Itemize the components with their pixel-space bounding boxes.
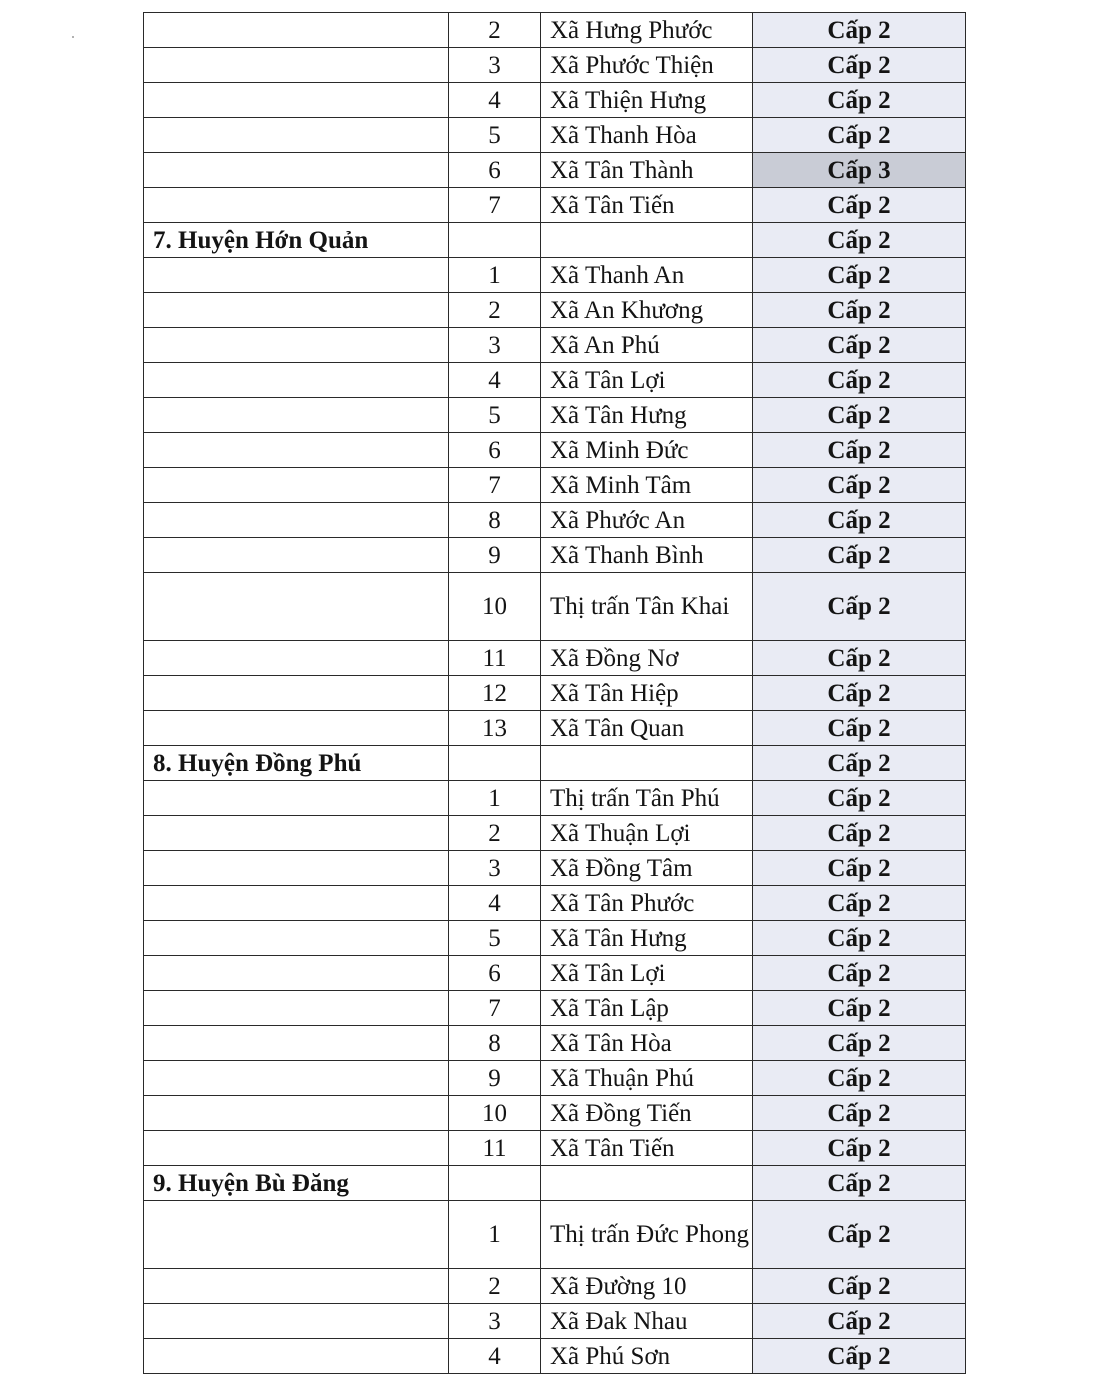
district-cell — [144, 573, 449, 641]
stt-cell — [449, 223, 541, 258]
commune-cell: Xã Minh Đức — [541, 433, 753, 468]
district-row — [144, 223, 966, 258]
commune-cell: Xã Thiện Hưng — [541, 83, 753, 118]
grade-cell: Cấp 2 — [753, 1026, 966, 1061]
grade-cell: Cấp 2 — [753, 1096, 966, 1131]
commune-cell: Xã Đồng Tiến — [541, 1096, 753, 1131]
stt-cell: 2 — [449, 816, 541, 851]
commune-cell: Xã Phước An — [541, 503, 753, 538]
table-row — [144, 956, 966, 991]
table-row — [144, 711, 966, 746]
district-cell — [144, 153, 449, 188]
commune-cell: Xã Minh Tâm — [541, 468, 753, 503]
stt-cell: 11 — [449, 1131, 541, 1166]
commune-cell: Xã Tân Tiến — [541, 1131, 753, 1166]
grade-cell: Cấp 2 — [753, 851, 966, 886]
table-row — [144, 1269, 966, 1304]
stt-cell: 3 — [449, 328, 541, 363]
grade-cell: Cấp 2 — [753, 1304, 966, 1339]
grade-cell: Cấp 2 — [753, 886, 966, 921]
stt-cell: 5 — [449, 118, 541, 153]
grade-cell: Cấp 2 — [753, 398, 966, 433]
table-row — [144, 781, 966, 816]
district-cell — [144, 1131, 449, 1166]
grade-cell: Cấp 2 — [753, 956, 966, 991]
grade-cell: Cấp 2 — [753, 1166, 966, 1201]
grade-cell: Cấp 2 — [753, 711, 966, 746]
table-row — [144, 293, 966, 328]
table-row — [144, 816, 966, 851]
district-cell — [144, 83, 449, 118]
stt-cell: 4 — [449, 363, 541, 398]
district-cell — [144, 921, 449, 956]
scan-speck — [72, 36, 74, 38]
district-cell: 8. Huyện Đồng Phú — [144, 746, 449, 781]
district-cell — [144, 503, 449, 538]
commune-cell: Xã Tân Hưng — [541, 398, 753, 433]
table-row — [144, 13, 966, 48]
table-row — [144, 1304, 966, 1339]
stt-cell — [449, 1166, 541, 1201]
district-cell — [144, 1026, 449, 1061]
table-row — [144, 503, 966, 538]
stt-cell: 1 — [449, 1201, 541, 1269]
district-cell — [144, 676, 449, 711]
stt-cell: 3 — [449, 1304, 541, 1339]
stt-cell: 3 — [449, 851, 541, 886]
commune-cell: Xã Đak Nhau — [541, 1304, 753, 1339]
table-row — [144, 433, 966, 468]
table-row — [144, 1061, 966, 1096]
table-row — [144, 641, 966, 676]
stt-cell: 11 — [449, 641, 541, 676]
stt-cell: 7 — [449, 468, 541, 503]
stt-cell: 8 — [449, 503, 541, 538]
district-cell — [144, 886, 449, 921]
commune-cell: Xã Thanh Bình — [541, 538, 753, 573]
commune-cell: Xã An Khương — [541, 293, 753, 328]
table-row — [144, 676, 966, 711]
grade-cell: Cấp 2 — [753, 781, 966, 816]
table-row — [144, 573, 966, 641]
grade-cell: Cấp 2 — [753, 676, 966, 711]
district-cell — [144, 538, 449, 573]
grade-cell: Cấp 2 — [753, 48, 966, 83]
table-row — [144, 118, 966, 153]
stt-cell — [449, 746, 541, 781]
commune-cell: Xã Tân Tiến — [541, 188, 753, 223]
grade-cell: Cấp 2 — [753, 503, 966, 538]
commune-cell — [541, 1166, 753, 1201]
table-row — [144, 83, 966, 118]
district-cell — [144, 13, 449, 48]
commune-cell: Xã Tân Hiệp — [541, 676, 753, 711]
district-cell — [144, 781, 449, 816]
grade-cell: Cấp 2 — [753, 573, 966, 641]
commune-cell: Xã Tân Quan — [541, 711, 753, 746]
stt-cell: 4 — [449, 886, 541, 921]
table-row — [144, 851, 966, 886]
district-cell — [144, 433, 449, 468]
district-cell — [144, 328, 449, 363]
stt-cell: 5 — [449, 921, 541, 956]
table-row — [144, 1026, 966, 1061]
district-cell — [144, 991, 449, 1026]
table-row — [144, 468, 966, 503]
commune-cell: Xã Tân Hòa — [541, 1026, 753, 1061]
stt-cell: 2 — [449, 1269, 541, 1304]
district-cell: 9. Huyện Bù Đăng — [144, 1166, 449, 1201]
district-cell: 7. Huyện Hớn Quản — [144, 223, 449, 258]
commune-cell: Thị trấn Tân Phú — [541, 781, 753, 816]
stt-cell: 9 — [449, 1061, 541, 1096]
stt-cell: 10 — [449, 573, 541, 641]
district-cell — [144, 258, 449, 293]
stt-cell: 12 — [449, 676, 541, 711]
commune-cell: Xã Tân Lợi — [541, 956, 753, 991]
commune-cell: Xã Thanh Hòa — [541, 118, 753, 153]
grade-cell: Cấp 2 — [753, 1201, 966, 1269]
grade-cell: Cấp 2 — [753, 746, 966, 781]
grade-cell: Cấp 2 — [753, 118, 966, 153]
table-row — [144, 538, 966, 573]
commune-cell: Xã Đường 10 — [541, 1269, 753, 1304]
table-row — [144, 1339, 966, 1374]
district-cell — [144, 1096, 449, 1131]
commune-cell: Thị trấn Tân Khai — [541, 573, 753, 641]
stt-cell: 9 — [449, 538, 541, 573]
commune-cell: Xã Phú Sơn — [541, 1339, 753, 1374]
commune-cell: Thị trấn Đức Phong — [541, 1201, 753, 1269]
commune-cell: Xã Đồng Nơ — [541, 641, 753, 676]
stt-cell: 1 — [449, 781, 541, 816]
grade-cell: Cấp 2 — [753, 433, 966, 468]
table-row — [144, 48, 966, 83]
stt-cell: 13 — [449, 711, 541, 746]
stt-cell: 10 — [449, 1096, 541, 1131]
table-row — [144, 1096, 966, 1131]
stt-cell: 3 — [449, 48, 541, 83]
grade-cell: Cấp 2 — [753, 293, 966, 328]
grade-cell: Cấp 2 — [753, 538, 966, 573]
district-cell — [144, 48, 449, 83]
district-cell — [144, 468, 449, 503]
commune-cell — [541, 746, 753, 781]
commune-cell: Xã Thuận Lợi — [541, 816, 753, 851]
stt-cell: 4 — [449, 1339, 541, 1374]
district-cell — [144, 1061, 449, 1096]
stt-cell: 2 — [449, 293, 541, 328]
stt-cell: 7 — [449, 188, 541, 223]
stt-cell: 6 — [449, 956, 541, 991]
stt-cell: 1 — [449, 258, 541, 293]
district-row — [144, 746, 966, 781]
grade-cell: Cấp 2 — [753, 363, 966, 398]
table-row — [144, 1131, 966, 1166]
table-row — [144, 328, 966, 363]
district-cell — [144, 816, 449, 851]
grade-cell: Cấp 2 — [753, 641, 966, 676]
district-cell — [144, 956, 449, 991]
grade-cell: Cấp 2 — [753, 816, 966, 851]
stt-cell: 5 — [449, 398, 541, 433]
grade-cell: Cấp 2 — [753, 223, 966, 258]
grade-cell: Cấp 2 — [753, 921, 966, 956]
stt-cell: 8 — [449, 1026, 541, 1061]
grade-cell: Cấp 2 — [753, 83, 966, 118]
district-cell — [144, 641, 449, 676]
commune-cell — [541, 223, 753, 258]
grade-cell: Cấp 2 — [753, 468, 966, 503]
district-cell — [144, 188, 449, 223]
grade-cell: Cấp 2 — [753, 188, 966, 223]
commune-cell: Xã Tân Hưng — [541, 921, 753, 956]
table-row — [144, 363, 966, 398]
district-cell — [144, 1339, 449, 1374]
district-cell — [144, 711, 449, 746]
stt-cell: 6 — [449, 433, 541, 468]
district-cell — [144, 363, 449, 398]
district-cell — [144, 1269, 449, 1304]
district-cell — [144, 118, 449, 153]
commune-grade-table — [143, 12, 966, 1374]
commune-cell: Xã Phước Thiện — [541, 48, 753, 83]
grade-cell: Cấp 2 — [753, 1131, 966, 1166]
stt-cell: 4 — [449, 83, 541, 118]
grade-cell: Cấp 2 — [753, 13, 966, 48]
table-row — [144, 1201, 966, 1269]
grade-cell: Cấp 2 — [753, 1061, 966, 1096]
stt-cell: 7 — [449, 991, 541, 1026]
commune-cell: Xã Đồng Tâm — [541, 851, 753, 886]
grade-cell: Cấp 2 — [753, 991, 966, 1026]
grade-cell: Cấp 3 — [753, 153, 966, 188]
grade-cell: Cấp 2 — [753, 1269, 966, 1304]
district-cell — [144, 293, 449, 328]
commune-cell: Xã Tân Lập — [541, 991, 753, 1026]
commune-cell: Xã An Phú — [541, 328, 753, 363]
table-body — [144, 13, 966, 1374]
stt-cell: 2 — [449, 13, 541, 48]
commune-cell: Xã Tân Lợi — [541, 363, 753, 398]
table-row — [144, 991, 966, 1026]
grade-cell: Cấp 2 — [753, 328, 966, 363]
stt-cell: 6 — [449, 153, 541, 188]
commune-cell: Xã Thanh An — [541, 258, 753, 293]
commune-cell: Xã Thuận Phú — [541, 1061, 753, 1096]
table-row — [144, 258, 966, 293]
grade-cell: Cấp 2 — [753, 1339, 966, 1374]
table-row — [144, 153, 966, 188]
commune-cell: Xã Tân Phước — [541, 886, 753, 921]
district-row — [144, 1166, 966, 1201]
district-cell — [144, 851, 449, 886]
district-cell — [144, 398, 449, 433]
commune-cell: Xã Tân Thành — [541, 153, 753, 188]
district-cell — [144, 1201, 449, 1269]
table-row — [144, 398, 966, 433]
district-cell — [144, 1304, 449, 1339]
table-row — [144, 921, 966, 956]
table-row — [144, 886, 966, 921]
table-row — [144, 188, 966, 223]
commune-cell: Xã Hưng Phước — [541, 13, 753, 48]
grade-cell: Cấp 2 — [753, 258, 966, 293]
